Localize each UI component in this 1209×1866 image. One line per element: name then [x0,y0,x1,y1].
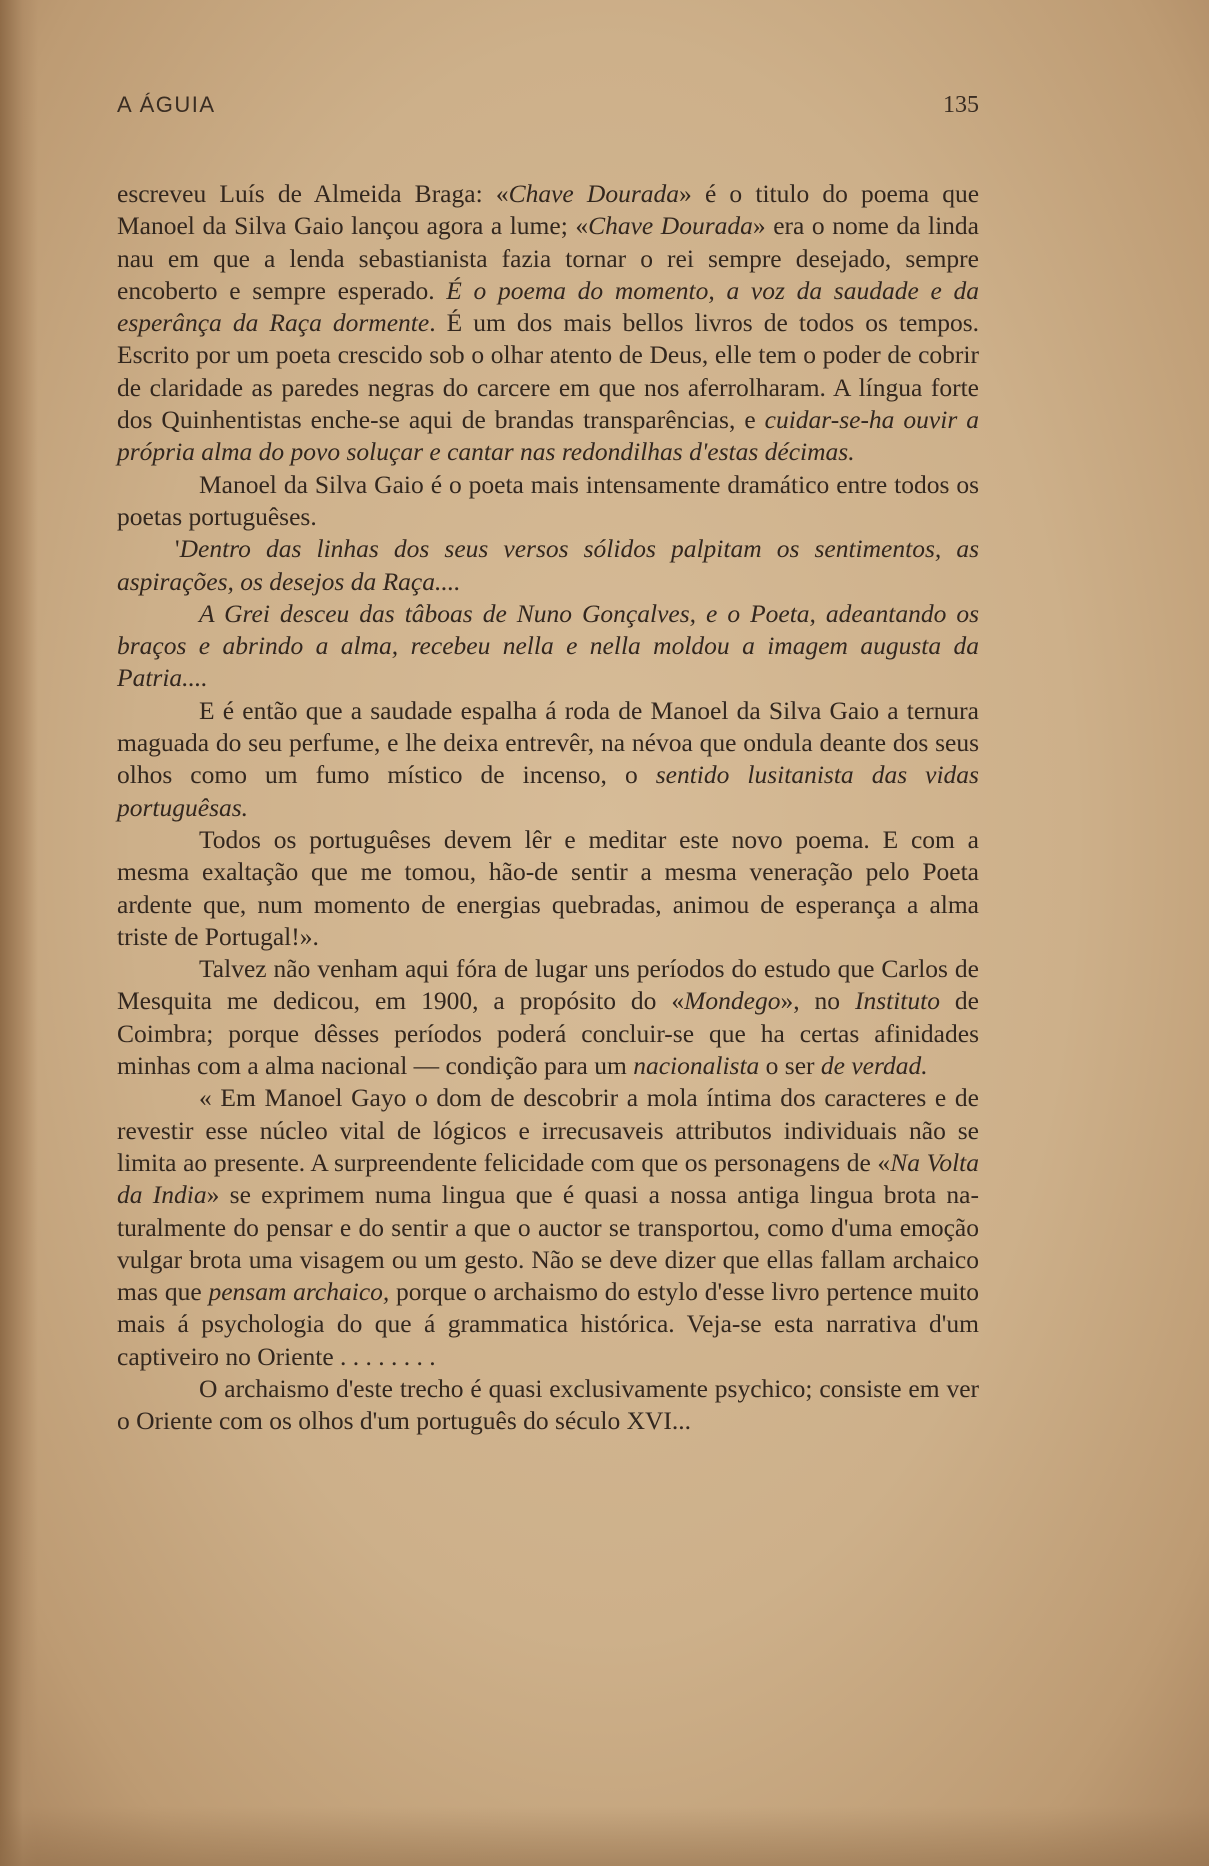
text-run: Talvez não venham aqui fóra de lugar uns períodos do estudo que Carlos de Mesquita me dedicou, em 1900, a propósito do « [117,954,979,1016]
text-run: » era o nome da linda nau em que a lenda sebastianista fazia tornar o rei sempre desejado, sempre encoberto e sempre esperado. [117,211,979,305]
article-body [117,178,979,1438]
italic-text: Mondego [684,986,781,1016]
italic-text: A Grei desceu das tâboas de Nuno Gonçalves, e o Poeta, adeantando os braços e abrindo a alma, recebeu nella e nella moldou a imagem augusta da Patria.... [117,598,979,693]
paragraph [117,1373,979,1438]
paragraph [117,178,979,469]
italic-text: sentido lusitanista das vidas portuguêsas. [117,760,979,822]
text-run: » é o titulo do poema que Manoel da Silva Gaio lançou agora a lume; « [117,179,980,241]
italic-text: É o poema do momento, a voz da saudade e da esperânça da Raça dormente [117,275,979,338]
page-number: 135 [943,92,979,118]
paragraph [117,1082,979,1373]
page-bottom-shadow [0,1806,1209,1866]
text-run: de Coimbra; porque dêsses períodos poderá concluir-se que ha certas afinidades minhas com a alma nacional — condição para um [117,986,979,1081]
text-run: porque o archaismo do estylo d'esse livro pertence muito mais á psychologia do que á grammatica histórica. Veja-se esta narrativa d'um captiveiro no Oriente . . . . . . . . [117,1277,979,1371]
journal-title: A ÁGUIA [117,92,216,117]
running-head [117,92,979,132]
text-run: », no [780,986,855,1016]
text-run: o ser [759,1051,821,1081]
paragraph [117,953,979,1082]
text-run: » se exprimem numa lingua que é quasi a nossa antiga lingua brota naturalmente do pensar e do sentir a que o auctor se transportou, como d'uma emoção vulgar brota uma visagem ou um gesto. Não se deve dizer que ellas fallam archaico mas que [117,1180,979,1307]
italic-text: cuidar-se-ha ouvir a própria alma do povo soluçar e cantar nas redondilhas d'estas décimas. [117,405,980,467]
italic-text: Instituto [854,986,940,1016]
italic-text: Chave Dourada [508,179,680,208]
paragraph [117,695,979,824]
paragraph [117,533,979,598]
paragraph [117,598,979,695]
page-edge-shadow [0,0,38,1866]
italic-text: Dentro das linhas dos seus versos sólidos palpitam os sentimentos, as aspirações, os desejos da Raça.... [117,534,979,596]
text-run: ' [175,534,180,564]
paragraph [117,824,979,953]
text-run: Manoel da Silva Gaio é o poeta mais intensamente dramático entre todos os poetas portuguêses. [117,469,979,531]
italic-text: pensam archaico, [208,1277,390,1307]
text-run: O archaismo d'este trecho é quasi exclusivamente psychico; consiste em ver o Oriente com os olhos d'um português do século XVI... [117,1373,979,1436]
text-run: E é então que a saudade espalha á roda de Manoel da Silva Gaio a ternura maguada do seu perfume, e lhe deixa entrevêr, na névoa que ondula deante dos seus olhos como um fumo místico de incenso, o [117,695,979,790]
paragraph [117,469,979,534]
italic-text: de verdad. [820,1051,928,1081]
italic-text: nacionalista [633,1051,760,1081]
text-run: Todos os portuguêses devem lêr e meditar este novo poema. E com a mesma exaltação que me tomou, hão-de sentir a mesma veneração pelo Poeta ardente que, num momento de energias quebradas, animou de esperança a alma triste de Portugal!». [117,824,979,951]
italic-text: Na Volta da India [117,1147,979,1210]
text-run: escreveu Luís de Almeida Braga: « [117,179,509,208]
italic-text: Chave Dourada [588,211,753,241]
text-run: « Em Manoel Gayo o dom de descobrir a mola íntima dos caracteres e de revestir esse núcleo vital de lógicos e irrecusaveis attributos individuais não se limita ao presente. A surpreendente felicidade com que os personagens de « [117,1083,979,1177]
text-run: . É um dos mais bellos livros de todos os tempos. Escrito por um poeta crescido sob o olhar atento de Deus, elle tem o poder de cobrir de claridade as paredes negras do carcere em que nos aferrolharam. A língua forte dos Quinhentistas enche-se aqui de brandas transparências, e [117,308,979,435]
